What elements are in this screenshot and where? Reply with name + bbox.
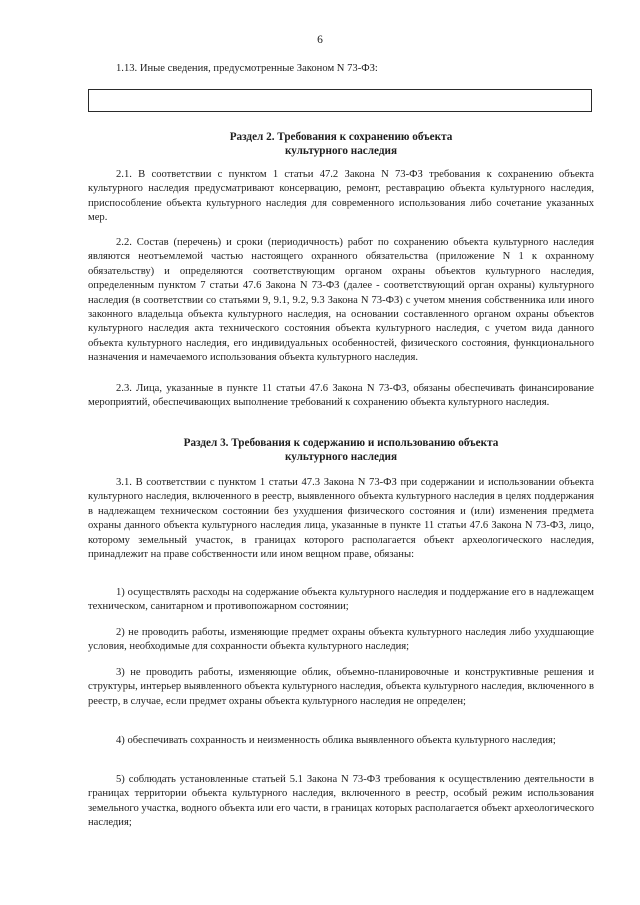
section-3-title	[88, 436, 594, 464]
list-item: 2) не проводить работы, изменяющие предмет охраны объекта культурного наследия либо ухудшающие условия, необходимые для сохранности объекта культурного наследия;	[88, 627, 594, 653]
list-item: 3) не проводить работы, изменяющие облик, объемно-планировочные и конструктивные решения и структуры, интерьер выявленного объекта культурного наследия, объекта культурного наследия, включенного в реестр, в случае, если предмет охраны объекта культурного наследия не определен;	[88, 667, 594, 707]
section-3-title-line-1: Раздел 3. Требования к содержанию и использованию объекта	[183, 437, 499, 449]
paragraph-2-3: 2.3. Лица, указанные в пункте 11 статьи 47.6 Закона N 73-ФЗ, обязаны обеспечивать финансирование мероприятий, обеспечивающих выполнение требований к сохранению объекта культурного наследия.	[88, 383, 594, 409]
paragraph-3-1: 3.1. В соответствии с пунктом 1 статьи 47.3 Закона N 73-ФЗ при содержании и использовании объекта культурного наследия, включенного в реестр, выявленного объекта культурного наследия в целях поддержания в надлежащем техническом состоянии без ухудшения физического состояния и (или) изменения предмета охраны данного объекта культурного наследия лица, указанные в пункте 11 статьи 47.6 Закона N 73-ФЗ, лицо, которому земельный участок, в границах которого располагается объект археологического наследия, принадлежит на праве собственности или ином вещном праве, обязаны:	[88, 477, 594, 561]
section-3-title-line-2: культурного наследия	[284, 451, 398, 463]
info-field-box	[88, 89, 592, 112]
section-2-title-line-2: культурного наследия	[284, 145, 398, 157]
section-2-title	[88, 130, 594, 158]
section-2-title-line-1: Раздел 2. Требования к сохранению объекта	[229, 131, 453, 143]
list-item: 5) соблюдать установленные статьей 5.1 Закона N 73-ФЗ требования к осуществлению деятельности в границах территории объекта культурного наследия, включенного в реестр, особый режим использования земельного участка, водного объекта или его части, в границах которых располагается объект археологического наследия;	[88, 774, 594, 829]
page-number: 6	[317, 34, 323, 46]
paragraph-2-2: 2.2. Состав (перечень) и сроки (периодичность) работ по сохранению объекта культурного наследия являются неотъемлемой частью настоящего охранного обязательства (приложение N 1 к охранному обязательству) и определяются соответствующим органом охраны объектов культурного наследия, определенным пунктом 7 статьи 47.6 Закона N 73-ФЗ (далее - соответствующий орган охраны) культурного наследия (в соответствии со статьями 9, 9.1, 9.2, 9.3 Закона N 73-ФЗ) с учетом мнения собственника или иного законного владельца объекта культурного наследия, на основании составленного органом охраны объектов культурного наследия акта технического состояния объекта культурного наследия, с учетом вида данного объекта культурного наследия, его индивидуальных особенностей, физического состояния, функционального назначения и намечаемого использования объекта культурного наследия.	[88, 237, 594, 364]
list-item: 4) обеспечивать сохранность и неизменность облика выявленного объекта культурного наследия;	[116, 735, 556, 746]
list-item: 1) осуществлять расходы на содержание объекта культурного наследия и поддержание его в надлежащем техническом, санитарном и противопожарном состоянии;	[88, 587, 594, 613]
item-1-13: 1.13. Иные сведения, предусмотренные Законом N 73-ФЗ:	[116, 63, 378, 74]
paragraph-2-1: 2.1. В соответствии с пунктом 1 статьи 47.2 Закона N 73-ФЗ требования к сохранению объекта культурного наследия предусматривают консервацию, ремонт, реставрацию объекта культурного наследия, приспособление объекта культурного наследия для современного использования либо сочетание указанных мер.	[88, 169, 594, 224]
